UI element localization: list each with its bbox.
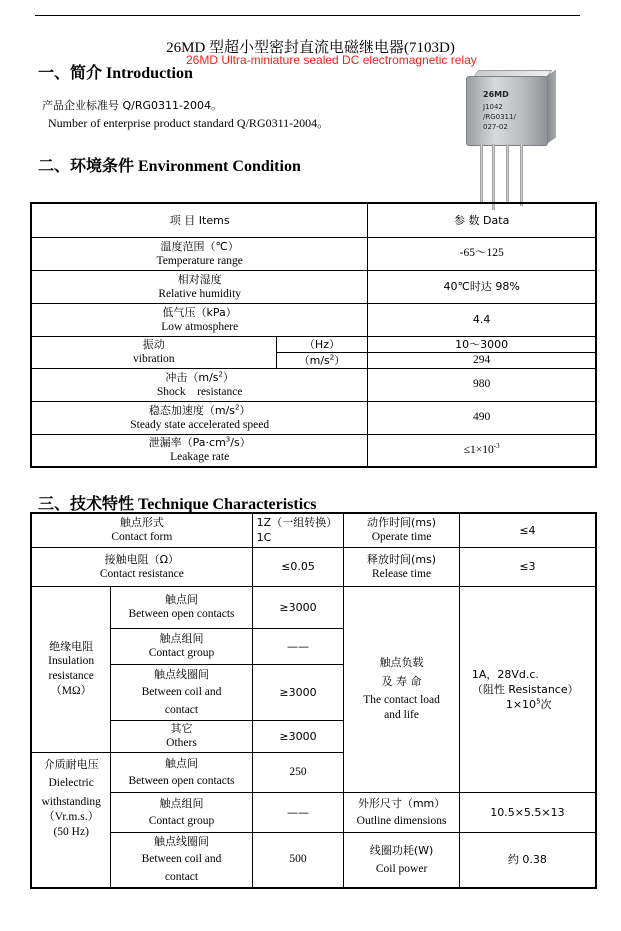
vibration-label-zh: 振动 — [142, 338, 165, 351]
env-heading: 二、环境条件 Environment Condition — [38, 158, 301, 175]
ins-coil-value: ≥3000 — [252, 664, 344, 720]
diel-coil-zh: 触点线圈间 — [154, 835, 209, 849]
sup-3: 3 — [225, 435, 231, 444]
table-row — [31, 792, 596, 832]
relay-label-line3: 027-02 — [483, 123, 508, 131]
shock-label-zh: 冲击（m/s — [165, 370, 219, 384]
diel-coil-en1: Between coil and — [141, 853, 222, 866]
document-title: 26MD 型超小型密封直流电磁继电器(7103D) — [166, 40, 455, 56]
diel-open-en: Between open contacts — [128, 774, 235, 787]
outline-zh: 外形尺寸（mm） — [357, 796, 446, 810]
outline-en: Outline dimensions — [356, 814, 447, 827]
diel-open-value: 250 — [252, 752, 344, 792]
ins-other-en: Others — [166, 737, 197, 749]
intro-heading: 一、简介 Introduction — [38, 65, 193, 82]
temp-label-en: Temperature range — [156, 254, 243, 267]
load-zh1: 触点负载 — [379, 656, 424, 669]
sup-2: 2 — [218, 369, 223, 378]
vibration-label-en: vibration — [133, 353, 175, 365]
humidity-label-zh: 相对湿度 — [177, 272, 222, 286]
load-val3b: 次 — [540, 697, 552, 711]
environment-table — [30, 202, 597, 468]
contact-resist-zh: 接触电阻（Ω） — [104, 552, 180, 566]
shock-label-close: ） — [222, 370, 234, 384]
relay-label-line2: /RG0311/ — [483, 113, 516, 121]
leak-label-mid: /s） — [230, 436, 251, 450]
atm-label-zh: 低气压（kPa） — [162, 305, 237, 319]
relay-brand: 26MD — [483, 90, 509, 99]
contact-form-val2: 1C — [256, 531, 272, 545]
load-val1: 1A，28Vd.c. — [471, 667, 539, 681]
diel-group-zh: 触点组间 — [159, 796, 204, 810]
table-row — [31, 401, 596, 434]
leak-label-zh: 泄漏率（Pa·cm — [148, 436, 226, 450]
table-row — [31, 368, 596, 401]
sup-2: 2 — [235, 402, 240, 411]
table-row — [31, 336, 596, 352]
contact-form-val1: 1Z（一组转换） — [256, 516, 338, 530]
acc-label-en: Steady state accelerated speed — [130, 418, 270, 431]
shock-label-en: Shock resistance — [156, 385, 243, 398]
relay-label-line1: J1042 — [483, 103, 503, 111]
ins-open-en: Between open contacts — [128, 608, 235, 620]
coil-power-zh: 线圈功耗(W) — [369, 843, 434, 857]
dielectric-en1: Dielectric — [48, 776, 94, 789]
ins-group-value: —— — [252, 628, 344, 664]
intro-standard-en: Number of enterprise product standard Q/RG0311-2004。 — [48, 116, 330, 130]
dielectric-en3: （Vr.m.s.） — [43, 810, 100, 823]
table-row — [31, 203, 596, 237]
dielectric-en4: (50 Hz) — [53, 825, 89, 838]
intro-standard-zh: 产品企业标准号 Q/RG0311-2004。 — [42, 99, 222, 112]
diel-group-value: —— — [252, 792, 344, 832]
sup-2: 2 — [329, 352, 335, 361]
atm-value: 4.4 — [368, 303, 596, 336]
tech-heading: 三、技术特性 Technique Characteristics — [38, 496, 317, 513]
sup-neg3: -3 — [493, 441, 500, 450]
technique-table — [30, 512, 597, 889]
ins-other-zh: 其它 — [170, 722, 193, 735]
vibration-ms-close: ） — [334, 353, 346, 367]
ins-group-zh: 触点组间 — [159, 632, 204, 645]
release-time-zh: 释放时间(ms) — [367, 552, 437, 566]
contact-form-zh: 触点形式 — [119, 516, 164, 530]
vibration-ms-value: 294 — [368, 352, 596, 368]
top-rule — [35, 15, 580, 16]
contact-resist-value: ≤0.05 — [252, 547, 344, 586]
ins-group-en: Contact group — [148, 647, 215, 659]
coil-power-en: Coil power — [375, 862, 428, 875]
acc-value: 490 — [368, 401, 596, 434]
load-en2: and life — [384, 709, 419, 721]
load-zh2: 及 寿 命 — [381, 675, 422, 688]
contact-resist-en: Contact resistance — [99, 567, 184, 580]
diel-group-en: Contact group — [148, 814, 215, 827]
col-data: 参 数 Data — [368, 203, 596, 237]
insulation-unit: （MΩ） — [50, 685, 93, 697]
ins-coil-zh: 触点线圈间 — [154, 667, 209, 681]
coil-power-value: 约 0.38 — [459, 832, 596, 888]
humidity-value: 40℃时达 98% — [368, 270, 596, 303]
dielectric-zh: 介质耐电压 — [43, 757, 99, 771]
temp-label-zh: 温度范围（℃） — [160, 239, 239, 253]
table-row — [31, 237, 596, 270]
load-en1: The contact load — [363, 694, 440, 706]
operate-time-zh: 动作时间(ms) — [367, 516, 437, 530]
diel-coil-value: 500 — [252, 832, 344, 888]
acc-label-zh: 稳态加速度（m/s — [148, 403, 236, 417]
relay-image — [462, 70, 562, 210]
table-row — [31, 513, 596, 547]
leak-label-en: Leakage rate — [170, 451, 230, 464]
table-row — [31, 434, 596, 467]
table-row — [31, 832, 596, 888]
load-val3: 1×10 — [505, 697, 537, 711]
table-row — [31, 547, 596, 586]
ins-other-value: ≥3000 — [252, 720, 344, 752]
diel-coil-en2: contact — [164, 871, 199, 884]
ins-coil-en1: Between coil and — [141, 685, 222, 698]
temp-value: -65～125 — [368, 237, 596, 270]
vibration-hz-unit: （Hz） — [276, 336, 368, 352]
diel-open-zh: 触点间 — [165, 756, 198, 770]
ins-open-zh: 触点间 — [165, 593, 198, 606]
table-row — [31, 303, 596, 336]
humidity-label-en: Relative humidity — [158, 287, 242, 300]
dielectric-en2: withstanding — [41, 795, 101, 808]
insulation-en2: resistance — [48, 670, 94, 682]
table-row — [31, 270, 596, 303]
leak-value: ≤1×10 — [463, 443, 494, 456]
col-items: 项 目 Items — [31, 203, 368, 237]
contact-form-en: Contact form — [111, 531, 173, 544]
release-time-value: ≤3 — [459, 547, 596, 586]
document-subtitle: 26MD Ultra-miniature sealed DC electromagnetic relay — [186, 53, 477, 67]
ins-open-value: ≥3000 — [252, 586, 344, 628]
release-time-en: Release time — [372, 567, 432, 580]
outline-value: 10.5×5.5×13 — [459, 792, 596, 832]
load-sup: 5 — [536, 696, 541, 705]
operate-time-value: ≤4 — [459, 513, 596, 547]
operate-time-en: Operate time — [371, 531, 432, 544]
insulation-zh: 绝缘电阻 — [49, 640, 94, 653]
ins-coil-en2: contact — [164, 703, 199, 716]
insulation-en1: Insulation — [48, 655, 95, 667]
table-row — [31, 586, 596, 628]
vibration-hz-value: 10～3000 — [368, 336, 596, 352]
shock-value: 980 — [368, 368, 596, 401]
acc-label-close: ） — [239, 403, 251, 417]
load-val2: （阻性 Resistance） — [471, 682, 579, 696]
atm-label-en: Low atmosphere — [161, 320, 239, 333]
vibration-ms-unit: （m/s — [298, 353, 330, 367]
